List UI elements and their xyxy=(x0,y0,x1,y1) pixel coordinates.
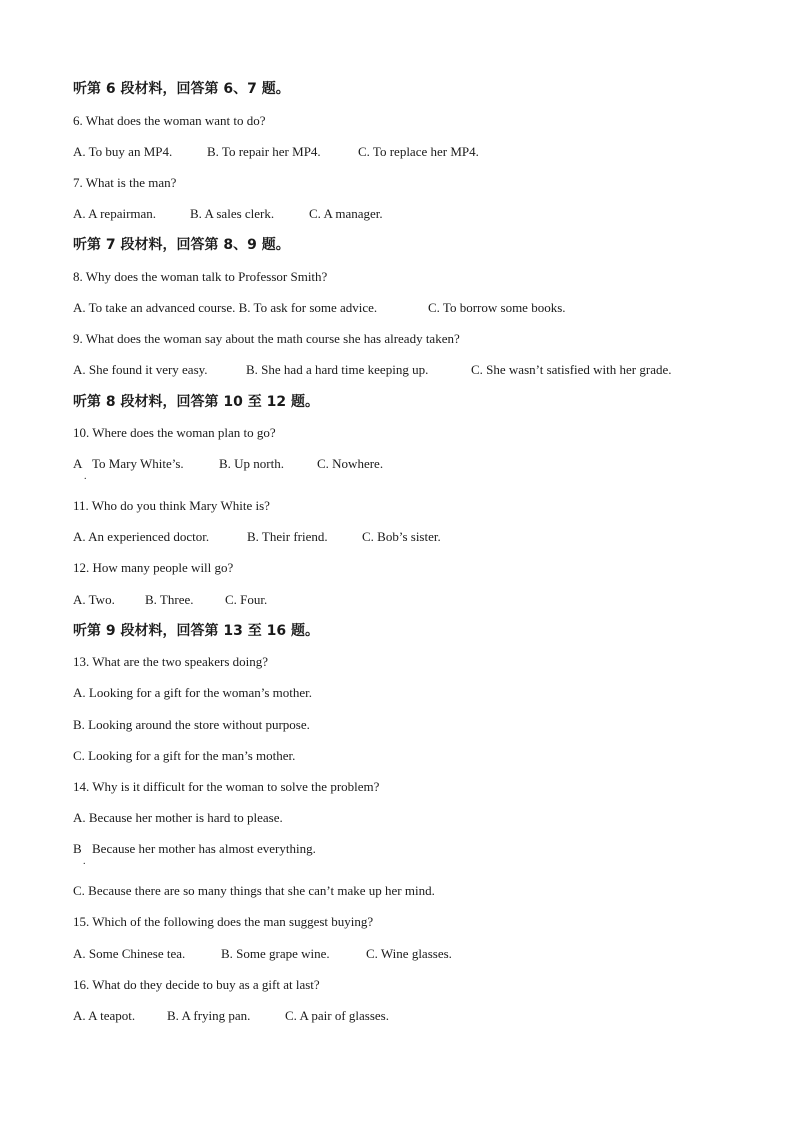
question-12: 12. How many people will go? xyxy=(73,560,234,575)
question-6: 6. What does the woman want to do? xyxy=(73,113,266,128)
options-7 xyxy=(73,205,383,223)
option-12b: B. Three. xyxy=(145,592,194,607)
options-6 xyxy=(73,143,479,161)
options-16 xyxy=(73,1007,389,1025)
section-heading-6: 听第 6 段材料，回答第 6、7 题。 xyxy=(73,81,290,97)
option-8c: C. To borrow some books. xyxy=(428,300,566,315)
options-11 xyxy=(73,528,441,546)
option-7a: A. A repairman. xyxy=(73,206,157,221)
question-16: 16. What do they decide to buy as a gift at last? xyxy=(73,977,320,992)
stray-dot: . xyxy=(83,856,86,867)
option-9b: B. She had a hard time keeping up. xyxy=(246,362,429,377)
options-10 xyxy=(73,455,383,473)
option-15b: B. Some grape wine. xyxy=(221,946,330,961)
option-13c: C. Looking for a gift for the man’s mother. xyxy=(73,748,296,763)
options-8 xyxy=(73,299,566,317)
question-13: 13. What are the two speakers doing? xyxy=(73,654,269,669)
option-6a: A. To buy an MP4. xyxy=(73,144,173,159)
section-heading-8: 听第 8 段材料，回答第 10 至 12 题。 xyxy=(73,394,319,410)
option-6c: C. To replace her MP4. xyxy=(358,144,479,159)
option-12a: A. Two. xyxy=(73,592,115,607)
option-7b: B. A sales clerk. xyxy=(190,206,275,221)
option-14c: C. Because there are so many things that she can’t make up her mind. xyxy=(73,883,435,898)
option-12c: C. Four. xyxy=(225,592,268,607)
option-10a-letter: A xyxy=(73,456,83,471)
option-10b: B. Up north. xyxy=(219,456,284,471)
option-11b: B. Their friend. xyxy=(247,529,328,544)
question-11: 11. Who do you think Mary White is? xyxy=(73,498,270,513)
option-11c: C. Bob’s sister. xyxy=(362,529,441,544)
option-14b-row xyxy=(73,840,316,858)
option-14b: Because her mother has almost everything. xyxy=(92,841,316,856)
option-15c: C. Wine glasses. xyxy=(366,946,452,961)
option-10a: To Mary White’s. xyxy=(92,456,184,471)
section-heading-7: 听第 7 段材料，回答第 8、9 题。 xyxy=(73,237,290,253)
question-8: 8. Why does the woman talk to Professor Smith? xyxy=(73,269,328,284)
option-8ab: A. To take an advanced course. B. To ask for some advice. xyxy=(73,300,378,315)
question-7: 7. What is the man? xyxy=(73,175,177,190)
options-15 xyxy=(73,945,452,963)
options-9 xyxy=(73,361,672,379)
options-12 xyxy=(73,591,267,609)
option-11a: A. An experienced doctor. xyxy=(73,529,210,544)
question-10: 10. Where does the woman plan to go? xyxy=(73,425,276,440)
option-13b: B. Looking around the store without purpose. xyxy=(73,717,310,732)
option-10c: C. Nowhere. xyxy=(317,456,384,471)
section-heading-9: 听第 9 段材料，回答第 13 至 16 题。 xyxy=(73,623,319,639)
question-14: 14. Why is it difficult for the woman to solve the problem? xyxy=(73,779,380,794)
question-15: 15. Which of the following does the man suggest buying? xyxy=(73,914,374,929)
question-9: 9. What does the woman say about the math course she has already taken? xyxy=(73,331,460,346)
option-16a: A. A teapot. xyxy=(73,1008,136,1023)
option-14a: A. Because her mother is hard to please. xyxy=(73,810,283,825)
option-9a: A. She found it very easy. xyxy=(73,362,208,377)
option-16c: C. A pair of glasses. xyxy=(285,1008,389,1023)
option-16b: B. A frying pan. xyxy=(167,1008,251,1023)
option-14b-letter: B xyxy=(73,841,82,856)
option-15a: A. Some Chinese tea. xyxy=(73,946,186,961)
option-13a: A. Looking for a gift for the woman’s mother. xyxy=(73,685,313,700)
option-7c: C. A manager. xyxy=(309,206,383,221)
stray-dot: . xyxy=(84,471,87,482)
option-9c: C. She wasn’t satisfied with her grade. xyxy=(471,362,672,377)
option-6b: B. To repair her MP4. xyxy=(207,144,321,159)
